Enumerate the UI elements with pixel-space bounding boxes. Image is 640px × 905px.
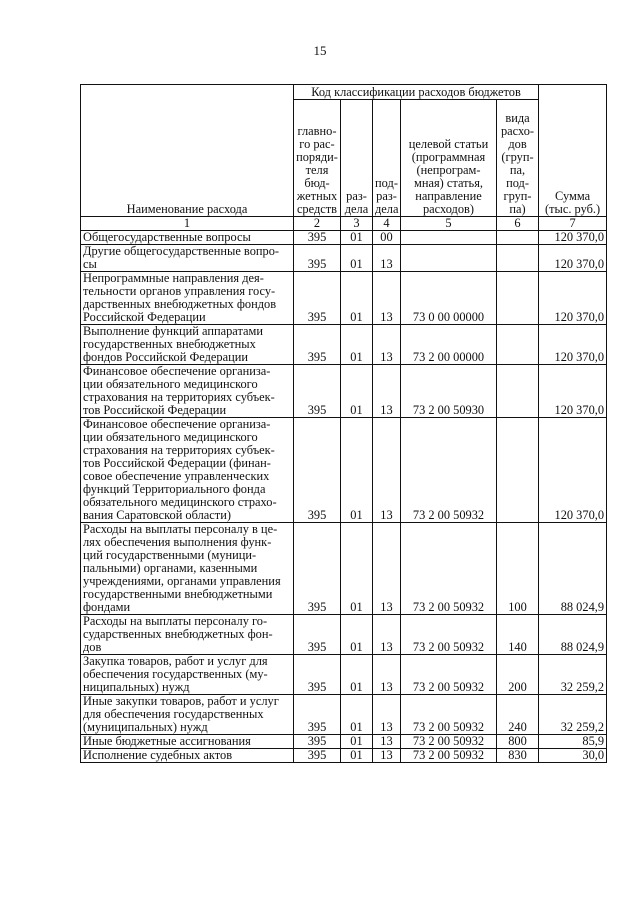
row-podrazdel: 13	[373, 749, 401, 763]
row-podrazdel: 13	[373, 695, 401, 735]
row-expense-type: 830	[497, 749, 539, 763]
row-sum: 32 259,2	[539, 655, 607, 695]
row-target-article: 73 2 00 00000	[401, 325, 497, 365]
row-podrazdel: 13	[373, 418, 401, 523]
row-podrazdel: 13	[373, 523, 401, 615]
column-number: 7	[539, 217, 607, 231]
row-razdel: 01	[341, 615, 373, 655]
row-sum: 120 370,0	[539, 272, 607, 325]
row-podrazdel: 00	[373, 231, 401, 245]
row-razdel: 01	[341, 749, 373, 763]
row-sum: 120 370,0	[539, 365, 607, 418]
header-sum: Сумма (тыс. руб.)	[539, 85, 607, 217]
header-expense-name: Наименование расхода	[81, 85, 294, 217]
table-row	[81, 615, 607, 655]
column-number: 3	[341, 217, 373, 231]
table-row	[81, 695, 607, 735]
row-podrazdel: 13	[373, 615, 401, 655]
row-target-article: 73 2 00 50932	[401, 523, 497, 615]
row-name: Расходы на выплаты персоналу в це- лях обеспечения выполнения функ- ций государственными (муници- пальными) органами, казенными учреждениями, органами управления государственными внебюджетными фондами	[81, 523, 294, 615]
header-expense-type: вида расхо- дов (груп- па, под- груп- па)	[497, 100, 539, 217]
row-name: Непрограммные направления дея- тельности органов управления госу- дарственных внебюджетных фондов Российской Федерации	[81, 272, 294, 325]
row-expense-type	[497, 231, 539, 245]
row-expense-type	[497, 418, 539, 523]
row-podrazdel: 13	[373, 365, 401, 418]
row-razdel: 01	[341, 523, 373, 615]
row-sum: 30,0	[539, 749, 607, 763]
table-row	[81, 365, 607, 418]
row-target-article	[401, 231, 497, 245]
row-sum: 120 370,0	[539, 245, 607, 272]
row-grbs: 395	[294, 325, 341, 365]
row-name: Закупка товаров, работ и услуг для обеспечения государственных (му- ниципальных) нужд	[81, 655, 294, 695]
column-number: 1	[81, 217, 294, 231]
header-razdel: раз- дела	[341, 100, 373, 217]
header-target-article: целевой статьи (программная (непрограм- мная) статья, направление расходов)	[401, 100, 497, 217]
row-name: Финансовое обеспечение организа- ции обязательного медицинского страхования на территориях субъек- тов Российской Федерации (финан- совое обеспечение управленческих функций Территориального фонда обязательного медицинского страхо- вания Саратовской области)	[81, 418, 294, 523]
row-sum: 85,9	[539, 735, 607, 749]
row-grbs: 395	[294, 735, 341, 749]
row-podrazdel: 13	[373, 325, 401, 365]
row-target-article: 73 2 00 50932	[401, 418, 497, 523]
row-name: Общегосударственные вопросы	[81, 231, 294, 245]
row-name: Другие общегосударственные вопро- сы	[81, 245, 294, 272]
row-razdel: 01	[341, 365, 373, 418]
row-grbs: 395	[294, 749, 341, 763]
row-sum: 88 024,9	[539, 615, 607, 655]
row-name: Иные закупки товаров, работ и услуг для обеспечения государственных (муниципальных) нужд	[81, 695, 294, 735]
row-sum: 120 370,0	[539, 231, 607, 245]
row-razdel: 01	[341, 325, 373, 365]
row-sum: 120 370,0	[539, 418, 607, 523]
budget-expenses-table	[80, 84, 607, 763]
row-target-article: 73 2 00 50932	[401, 695, 497, 735]
table-row	[81, 325, 607, 365]
table-row	[81, 749, 607, 763]
row-target-article: 73 2 00 50930	[401, 365, 497, 418]
row-target-article: 73 2 00 50932	[401, 735, 497, 749]
row-grbs: 395	[294, 245, 341, 272]
row-expense-type: 800	[497, 735, 539, 749]
column-number: 5	[401, 217, 497, 231]
table-row	[81, 523, 607, 615]
row-razdel: 01	[341, 231, 373, 245]
row-razdel: 01	[341, 655, 373, 695]
row-razdel: 01	[341, 695, 373, 735]
table-row	[81, 231, 607, 245]
row-expense-type: 240	[497, 695, 539, 735]
row-target-article: 73 2 00 50932	[401, 615, 497, 655]
row-podrazdel: 13	[373, 735, 401, 749]
row-razdel: 01	[341, 272, 373, 325]
row-name: Выполнение функций аппаратами государственных внебюджетных фондов Российской Федерации	[81, 325, 294, 365]
row-grbs: 395	[294, 695, 341, 735]
header-grbs: главно- го рас- поряди- теля бюд- жетных средств	[294, 100, 341, 217]
row-expense-type	[497, 245, 539, 272]
row-grbs: 395	[294, 272, 341, 325]
row-expense-type: 140	[497, 615, 539, 655]
row-grbs: 395	[294, 655, 341, 695]
table-row	[81, 272, 607, 325]
row-podrazdel: 13	[373, 245, 401, 272]
column-number: 4	[373, 217, 401, 231]
row-expense-type	[497, 325, 539, 365]
column-number: 6	[497, 217, 539, 231]
row-name: Расходы на выплаты персоналу го- сударственных внебюджетных фон- дов	[81, 615, 294, 655]
table-row	[81, 655, 607, 695]
row-grbs: 395	[294, 365, 341, 418]
row-name: Иные бюджетные ассигнования	[81, 735, 294, 749]
row-razdel: 01	[341, 418, 373, 523]
table-row	[81, 735, 607, 749]
table-row	[81, 245, 607, 272]
row-podrazdel: 13	[373, 655, 401, 695]
row-expense-type: 100	[497, 523, 539, 615]
row-sum: 88 024,9	[539, 523, 607, 615]
header-classification-code: Код классификации расходов бюджетов	[294, 85, 539, 100]
row-podrazdel: 13	[373, 272, 401, 325]
row-target-article	[401, 245, 497, 272]
row-expense-type	[497, 365, 539, 418]
row-grbs: 395	[294, 231, 341, 245]
row-expense-type: 200	[497, 655, 539, 695]
row-target-article: 73 0 00 00000	[401, 272, 497, 325]
row-razdel: 01	[341, 735, 373, 749]
row-grbs: 395	[294, 418, 341, 523]
row-grbs: 395	[294, 615, 341, 655]
row-expense-type	[497, 272, 539, 325]
row-target-article: 73 2 00 50932	[401, 749, 497, 763]
page-number: 15	[313, 43, 327, 58]
row-razdel: 01	[341, 245, 373, 272]
column-number: 2	[294, 217, 341, 231]
header-podrazdel: под- раз- дела	[373, 100, 401, 217]
row-sum: 32 259,2	[539, 695, 607, 735]
table-row	[81, 418, 607, 523]
row-target-article: 73 2 00 50932	[401, 655, 497, 695]
row-sum: 120 370,0	[539, 325, 607, 365]
row-name: Финансовое обеспечение организа- ции обязательного медицинского страхования на территориях субъек- тов Российской Федерации	[81, 365, 294, 418]
row-grbs: 395	[294, 523, 341, 615]
row-name: Исполнение судебных актов	[81, 749, 294, 763]
